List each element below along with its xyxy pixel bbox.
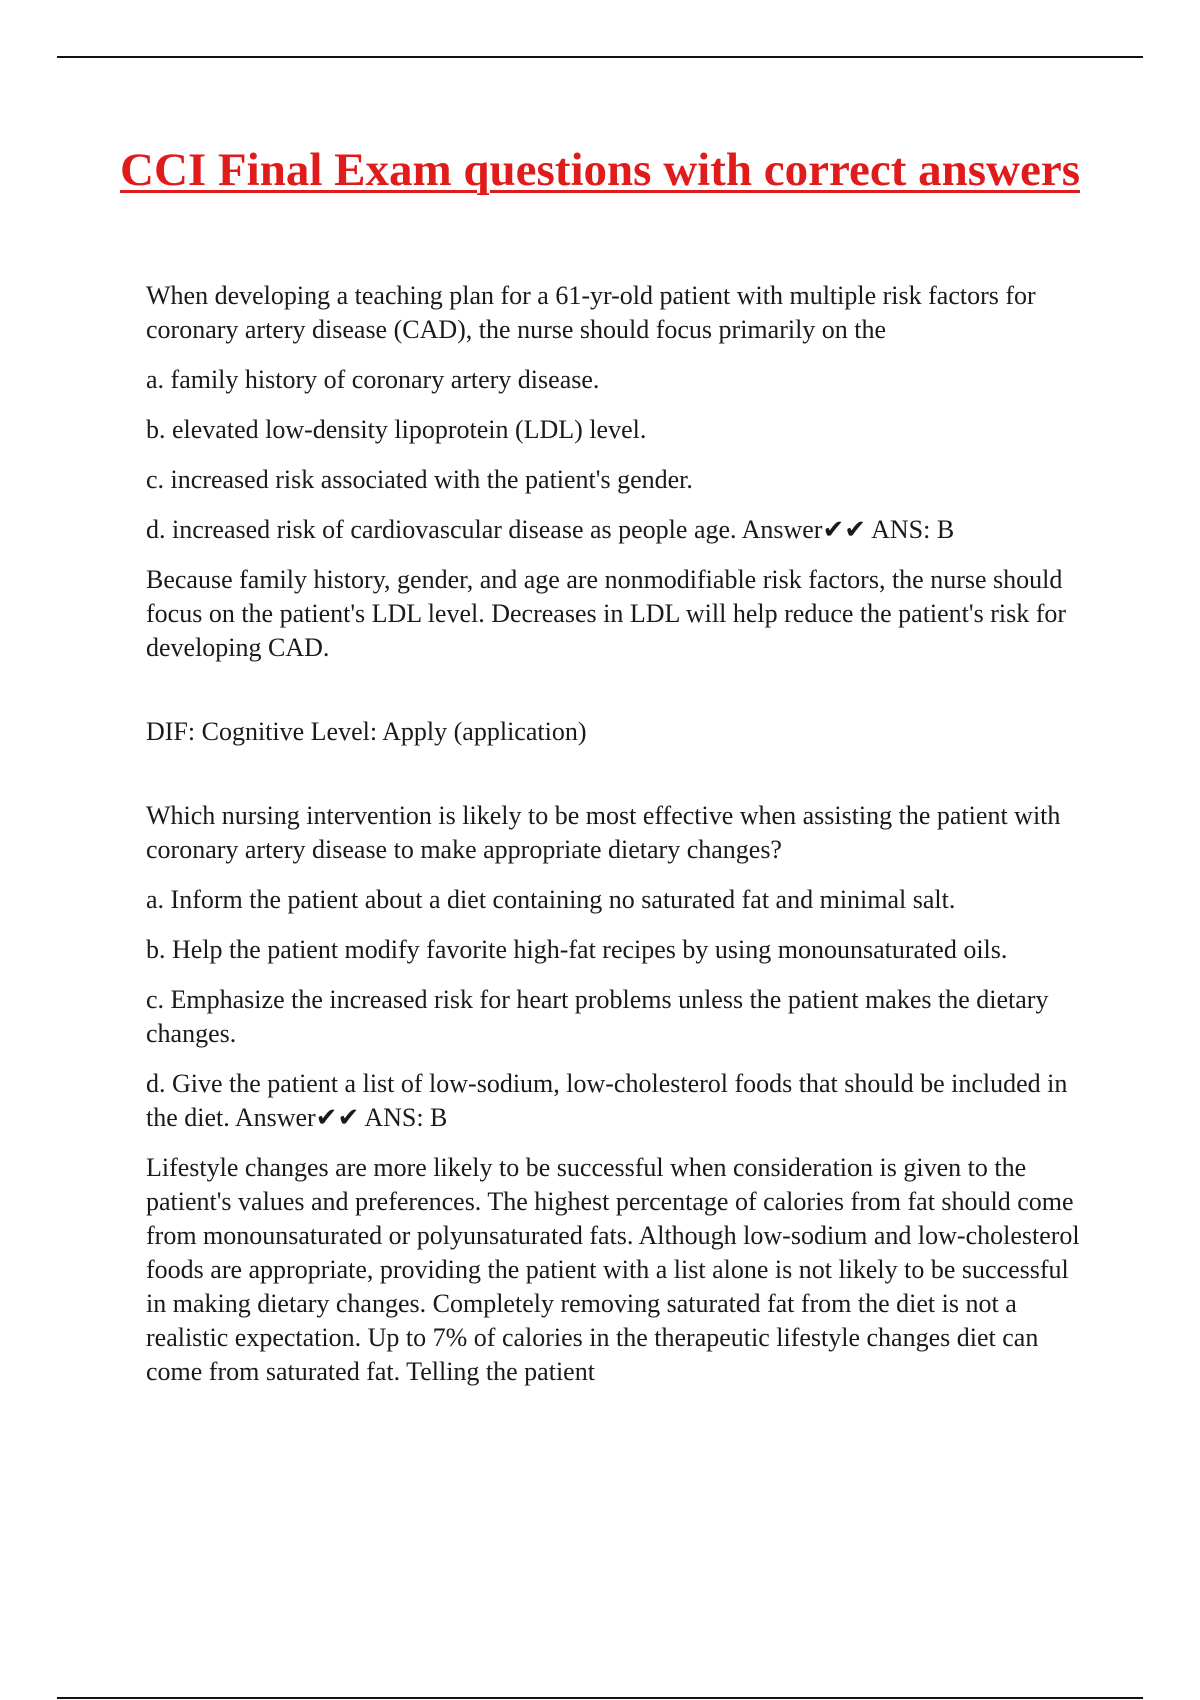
question-1-option-a: a. family history of coronary artery disease. [146, 365, 600, 394]
top-rule [57, 56, 1143, 58]
question-1-option-b: b. elevated low-density lipoprotein (LDL) level. [146, 415, 647, 444]
question-2-option-c: c. Emphasize the increased risk for heart problems unless the patient makes the dietary changes. [146, 985, 1049, 1048]
question-2-stem: Which nursing intervention is likely to be most effective when assisting the patient with coronary artery disease to make appropriate dietary changes? [146, 801, 1061, 864]
question-2-rationale: Lifestyle changes are more likely to be successful when consideration is given to the patient's values and preferences. The highest percentage of calories from fat should come from monounsaturated or polyunsaturated fats. Although low-sodium and low-cholesterol foods are appropriate, providing the patient with a list alone is not likely to be successful in making dietary changes. Completely removing saturated fat from the diet is not a realistic expectation. Up to 7% of calories in the therapeutic lifestyle changes diet can come from saturated fat. Telling the patient [146, 1153, 1080, 1386]
question-2-option-a: a. Inform the patient about a diet containing no saturated fat and minimal salt. [146, 885, 956, 914]
question-1-option-c: c. increased risk associated with the patient's gender. [146, 465, 693, 494]
question-1-stem: When developing a teaching plan for a 61-yr-old patient with multiple risk factors for coronary artery disease (CAD), the nurse should focus primarily on the [146, 281, 1036, 344]
question-1-rationale: Because family history, gender, and age are nonmodifiable risk factors, the nurse should focus on the patient's LDL level. Decreases in LDL will help reduce the patient's risk for developing CAD. [146, 565, 1067, 662]
question-1-difficulty: DIF: Cognitive Level: Apply (application) [146, 717, 587, 746]
question-2-option-d: d. Give the patient a list of low-sodium, low-cholesterol foods that should be included in the diet. Answer✔✔ ANS: B [146, 1069, 1068, 1132]
question-2-option-b: b. Help the patient modify favorite high-fat recipes by using monounsaturated oils. [146, 935, 1008, 964]
bottom-rule [57, 1697, 1143, 1699]
document-body [146, 279, 1086, 1405]
document-title: CCI Final Exam questions with correct answers [120, 144, 1080, 196]
question-1-option-d: d. increased risk of cardiovascular disease as people age. Answer✔✔ ANS: B [146, 515, 955, 544]
